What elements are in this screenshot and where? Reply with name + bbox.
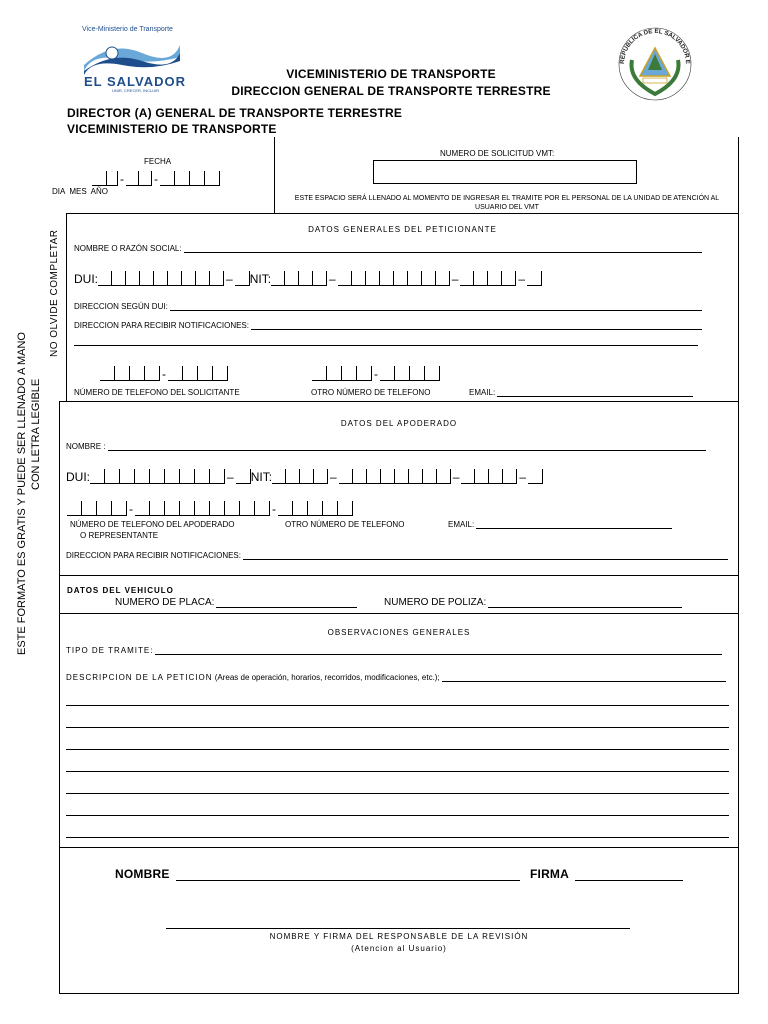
date-field[interactable]: - - bbox=[92, 168, 220, 186]
apoderado-direccion-field[interactable] bbox=[66, 551, 728, 560]
descripcion-field[interactable] bbox=[66, 673, 726, 682]
title-direccion: DIRECCION GENERAL DE TRANSPORTE TERRESTRE bbox=[231, 84, 551, 98]
apoderado-phone-label-2: O REPRESENTANTE bbox=[80, 531, 159, 540]
tipo-tramite-label: TIPO DE TRAMITE: bbox=[66, 646, 154, 655]
addressee-director: DIRECTOR (A) GENERAL DE TRANSPORTE TERRESTRE bbox=[67, 106, 403, 120]
placa-field[interactable] bbox=[115, 597, 357, 608]
direccion-extra-line[interactable] bbox=[74, 345, 698, 346]
solicitante-phone-field[interactable]: - bbox=[100, 363, 228, 381]
date-label: FECHA bbox=[144, 157, 172, 166]
solicitud-label: NUMERO DE SOLICITUD VMT: bbox=[440, 149, 555, 158]
vehiculo-title: DATOS DEL VEHICULO bbox=[67, 586, 174, 595]
peticionante-nit-label: NIT: bbox=[249, 272, 272, 286]
peticionante-title: DATOS GENERALES DEL PETICIONANTE bbox=[308, 225, 497, 234]
peticionante-dui-label: DUI: bbox=[74, 272, 98, 286]
responsable-sub-label: (Atencion al Usuario) bbox=[351, 944, 447, 953]
frame-left-upper bbox=[66, 213, 67, 401]
descripcion-line-7[interactable] bbox=[66, 837, 729, 838]
nombre-signature-label: NOMBRE bbox=[115, 867, 170, 881]
side-no-olvide: NO OLVIDE COMPLETAR bbox=[49, 229, 60, 357]
nombre-razon-social-field[interactable] bbox=[74, 244, 702, 253]
vehiculo-bottom-line bbox=[59, 613, 739, 614]
descripcion-line-3[interactable] bbox=[66, 749, 729, 750]
frame-left-lower bbox=[59, 401, 60, 994]
descripcion-hint: (Areas de operación, horarios, recorridos, modificaciones, etc.); bbox=[214, 673, 440, 682]
apoderado-bottom-line bbox=[59, 575, 739, 576]
placa-label: NUMERO DE PLACA: bbox=[115, 597, 215, 608]
solicitante-other-phone-field[interactable]: - bbox=[312, 363, 440, 381]
descripcion-line-5[interactable] bbox=[66, 793, 729, 794]
direccion-dui-label: DIRECCION SEGÚN DUI: bbox=[74, 302, 168, 311]
direccion-dui-field[interactable] bbox=[74, 302, 702, 311]
frame-bottom bbox=[59, 993, 739, 994]
nombre-razon-social-label: NOMBRE O RAZÓN SOCIAL: bbox=[74, 244, 182, 253]
apoderado-title: DATOS DEL APODERADO bbox=[340, 419, 458, 428]
descripcion-line-2[interactable] bbox=[66, 727, 729, 728]
nombre-signature-field[interactable] bbox=[115, 867, 520, 881]
solicitante-email-label: EMAIL: bbox=[469, 388, 496, 397]
apoderado-dui-label: DUI: bbox=[66, 470, 90, 484]
apoderado-nit-label: NIT: bbox=[250, 470, 273, 484]
responsable-signature-line[interactable] bbox=[166, 928, 630, 929]
apoderado-other-phone-label: OTRO NÚMERO DE TELEFONO bbox=[285, 520, 405, 529]
poliza-label: NUMERO DE POLIZA: bbox=[384, 597, 487, 608]
apoderado-phone-field[interactable]: - - bbox=[67, 498, 353, 516]
ministry-logo bbox=[82, 26, 186, 92]
direccion-notificaciones-label: DIRECCION PARA RECIBIR NOTIFICACIONES: bbox=[74, 321, 249, 330]
poliza-field[interactable] bbox=[384, 597, 682, 608]
direccion-notificaciones-field[interactable] bbox=[74, 321, 702, 330]
descripcion-line-1[interactable] bbox=[66, 705, 729, 706]
apoderado-nombre-field[interactable] bbox=[66, 442, 706, 451]
title-viceministerio: VICEMINISTERIO DE TRANSPORTE bbox=[286, 67, 496, 81]
descripcion-label: DESCRIPCION DE LA PETICION bbox=[66, 673, 213, 682]
date-divider bbox=[274, 137, 275, 213]
header-bottom-line bbox=[66, 213, 739, 214]
logo-country: EL SALVADOR bbox=[84, 74, 187, 89]
ministry-caption: Vice-Ministerio de Transporte bbox=[82, 26, 173, 33]
apoderado-email-label: EMAIL: bbox=[448, 520, 475, 529]
apoderado-dui-nit-row[interactable]: DUI: – NIT: – – – bbox=[66, 466, 543, 484]
solicitante-email-field[interactable] bbox=[469, 388, 693, 397]
firma-signature-field[interactable] bbox=[530, 867, 683, 881]
seal-text: REPUBLICA DE EL SALVADOR E bbox=[618, 27, 692, 65]
descripcion-line-4[interactable] bbox=[66, 771, 729, 772]
date-parts-label: DIA MES AÑO bbox=[52, 187, 109, 196]
tipo-tramite-field[interactable] bbox=[66, 646, 722, 655]
apoderado-email-field[interactable] bbox=[448, 520, 672, 529]
frame-right bbox=[738, 137, 739, 994]
apoderado-phone-label-1: NÚMERO DE TELEFONO DEL APODERADO bbox=[70, 520, 235, 529]
descripcion-line-6[interactable] bbox=[66, 815, 729, 816]
side-format-note-line1: ESTE FORMATO ES GRATIS Y PUEDE SER LLENADO A MANO bbox=[16, 332, 28, 655]
solicitud-number-input[interactable] bbox=[373, 160, 637, 184]
apoderado-direccion-label: DIRECCION PARA RECIBIR NOTIFICACIONES: bbox=[66, 551, 241, 560]
peticionante-dui-nit-row[interactable]: DUI: – NIT: – – – bbox=[74, 268, 542, 286]
side-format-note-line2: CON LETRA LEGIBLE bbox=[30, 378, 42, 490]
firma-signature-label: FIRMA bbox=[530, 867, 569, 881]
addressee-viceministerio: VICEMINISTERIO DE TRANSPORTE bbox=[67, 122, 277, 136]
peticionante-bottom-line bbox=[59, 401, 739, 402]
observaciones-bottom-line bbox=[59, 847, 739, 848]
responsable-label: NOMBRE Y FIRMA DEL RESPONSABLE DE LA REVISIÓN bbox=[269, 932, 529, 941]
observaciones-title: OBSERVACIONES GENERALES bbox=[327, 628, 471, 637]
logo-slogan: UNIR, CRECER, INCLUIR bbox=[112, 88, 160, 93]
solicitante-phone-label: NÚMERO DE TELEFONO DEL SOLICITANTE bbox=[74, 388, 240, 397]
solicitante-other-phone-label: OTRO NÚMERO DE TELEFONO bbox=[311, 388, 431, 397]
apoderado-nombre-label: NOMBRE : bbox=[66, 442, 106, 451]
solicitud-note: ESTE ESPACIO SERÁ LLENADO AL MOMENTO DE INGRESAR EL TRAMITE POR EL PERSONAL DE LA UNIDAD DE ATENCIÓN AL USUARIO DEL VMT bbox=[294, 195, 720, 211]
